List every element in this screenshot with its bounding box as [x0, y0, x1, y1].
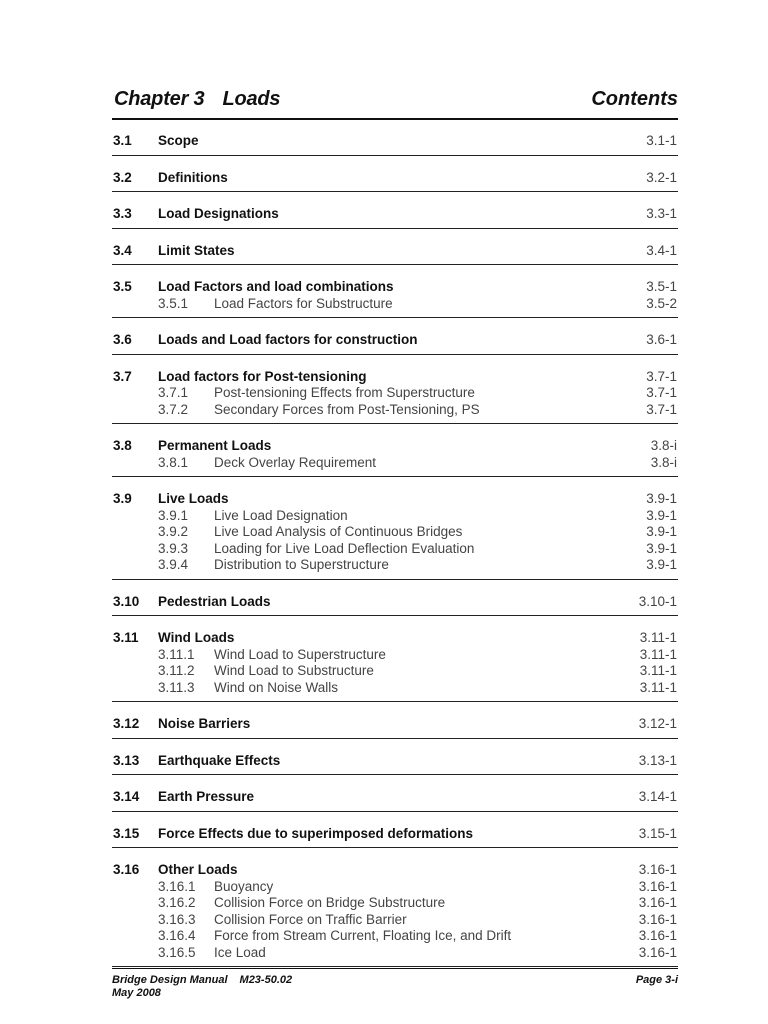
section-page: 3.3-1 — [646, 206, 677, 221]
toc-section — [112, 848, 678, 967]
chapter-title: Loads — [222, 88, 281, 110]
toc-section — [112, 355, 678, 425]
section-title: Live Loads — [158, 491, 229, 506]
subsection-number: 3.16.1 — [158, 878, 196, 894]
toc-subsection-row[interactable] — [112, 928, 678, 945]
toc-section-row[interactable] — [112, 243, 678, 260]
section-number: 3.12 — [113, 716, 140, 731]
subsection-page: 3.11-1 — [639, 663, 677, 678]
subsection-title: Load Factors for Substructure — [214, 295, 393, 311]
toc-subsection-row[interactable] — [112, 508, 678, 525]
section-title: Permanent Loads — [158, 438, 272, 453]
subsection-title: Post-tensioning Effects from Superstructure — [214, 385, 475, 400]
subsection-title: Ice Load — [214, 944, 266, 960]
section-title: Pedestrian Loads — [158, 593, 271, 609]
section-page: 3.15-1 — [638, 825, 677, 841]
toc-subsection-row[interactable] — [112, 455, 678, 472]
subsection-title: Force from Stream Current, Floating Ice, and Drift — [214, 928, 512, 943]
section-number: 3.15 — [113, 825, 140, 841]
section-number: 3.5 — [113, 279, 132, 294]
contents-label: Contents — [591, 88, 678, 110]
toc-section — [112, 739, 678, 776]
subsection-number: 3.11.3 — [158, 679, 195, 695]
section-number: 3.1 — [113, 133, 132, 148]
subsection-number: 3.11.1 — [158, 646, 195, 662]
subsection-number: 3.16.3 — [158, 911, 196, 927]
toc-section — [112, 477, 678, 580]
chapter-number: Chapter 3 — [114, 88, 205, 110]
toc-section — [112, 702, 678, 739]
subsection-page: 3.9-1 — [646, 507, 677, 523]
section-page: 3.8-i — [650, 438, 677, 453]
toc-section-row[interactable] — [112, 491, 678, 508]
subsection-number: 3.9.2 — [158, 524, 189, 539]
toc-subsection-row[interactable] — [112, 663, 678, 680]
subsection-number: 3.8.1 — [158, 454, 189, 470]
subsection-page: 3.7-1 — [646, 385, 677, 400]
subsection-number: 3.16.4 — [158, 928, 196, 943]
subsection-page: 3.9-1 — [646, 524, 677, 539]
toc-section — [112, 265, 678, 318]
toc-subsection-row[interactable] — [112, 647, 678, 664]
section-number: 3.7 — [113, 368, 132, 384]
subsection-number: 3.11.2 — [158, 663, 195, 678]
section-title: Definitions — [158, 169, 228, 185]
subsection-title: Distribution to Superstructure — [214, 557, 389, 572]
toc-subsection-row[interactable] — [112, 680, 678, 697]
subsection-page: 3.5-2 — [646, 295, 677, 311]
toc-subsection-row[interactable] — [112, 385, 678, 402]
toc-section — [112, 119, 678, 156]
subsection-page: 3.9-1 — [646, 540, 677, 556]
subsection-number: 3.7.2 — [158, 401, 189, 417]
subsection-title: Live Load Analysis of Continuous Bridges — [214, 524, 463, 539]
toc-subsection-row[interactable] — [112, 296, 678, 313]
toc-section-row[interactable] — [112, 716, 678, 733]
section-page: 3.14-1 — [638, 789, 677, 804]
toc-section — [112, 775, 678, 812]
section-page: 3.5-1 — [646, 279, 677, 294]
subsection-title: Wind Load to Superstructure — [214, 646, 386, 662]
subsection-number: 3.7.1 — [158, 385, 189, 400]
subsection-title: Wind Load to Substructure — [214, 663, 374, 678]
section-title: Force Effects due to superimposed deformations — [158, 825, 474, 841]
subsection-page: 3.16-1 — [638, 895, 677, 910]
page-footer — [112, 968, 678, 1000]
section-title: Other Loads — [158, 862, 238, 877]
section-number: 3.3 — [113, 206, 132, 221]
toc-section-row[interactable] — [112, 630, 678, 647]
section-title: Scope — [158, 133, 199, 148]
subsection-title: Buoyancy — [214, 878, 274, 894]
toc-section — [112, 424, 678, 477]
toc-section-row[interactable] — [112, 594, 678, 611]
section-page: 3.9-1 — [646, 491, 677, 506]
section-page: 3.13-1 — [638, 752, 677, 768]
toc-section-row[interactable] — [112, 206, 678, 223]
toc-section — [112, 318, 678, 355]
subsection-number: 3.16.5 — [158, 944, 196, 960]
section-title: Load Designations — [158, 206, 279, 221]
manual-name: Bridge Design Manual — [112, 974, 228, 986]
section-title: Load factors for Post-tensioning — [158, 368, 367, 384]
subsection-title: Collision Force on Bridge Substructure — [214, 895, 446, 910]
subsection-title: Collision Force on Traffic Barrier — [214, 911, 407, 927]
toc-section — [112, 156, 678, 193]
publication-date: May 2008 — [112, 987, 161, 999]
subsection-page: 3.9-1 — [646, 557, 677, 572]
subsection-title: Wind on Noise Walls — [214, 679, 339, 695]
section-number: 3.14 — [113, 789, 140, 804]
section-page: 3.7-1 — [646, 368, 677, 384]
section-number: 3.4 — [113, 242, 132, 258]
toc-section-row[interactable] — [112, 789, 678, 806]
section-number: 3.9 — [113, 491, 132, 506]
section-title: Earth Pressure — [158, 789, 255, 804]
toc-section-row[interactable] — [112, 279, 678, 296]
toc-subsection-row[interactable] — [112, 945, 678, 962]
section-title: Loads and Load factors for construction — [158, 332, 418, 347]
chapter-header — [112, 88, 678, 120]
section-page: 3.16-1 — [638, 862, 677, 877]
toc-section-row[interactable] — [112, 332, 678, 349]
subsection-number: 3.9.1 — [158, 507, 189, 523]
toc-subsection-row[interactable] — [112, 524, 678, 541]
toc-section-row[interactable] — [112, 369, 678, 386]
subsection-page: 3.11-1 — [639, 646, 677, 662]
toc-section — [112, 192, 678, 229]
section-number: 3.6 — [113, 332, 132, 347]
section-number: 3.8 — [113, 438, 132, 453]
toc-section — [112, 580, 678, 617]
subsection-title: Loading for Live Load Deflection Evaluation — [214, 540, 475, 556]
section-page: 3.10-1 — [638, 593, 677, 609]
section-title: Limit States — [158, 242, 235, 258]
section-number: 3.2 — [113, 169, 132, 185]
section-page: 3.2-1 — [646, 169, 677, 185]
toc-section-row[interactable] — [112, 862, 678, 879]
toc-subsection-row[interactable] — [112, 879, 678, 896]
subsection-number: 3.16.2 — [158, 895, 196, 910]
toc-section-row[interactable] — [112, 438, 678, 455]
subsection-page: 3.16-1 — [638, 928, 677, 943]
subsection-page: 3.16-1 — [638, 944, 677, 960]
section-title: Noise Barriers — [158, 716, 251, 731]
section-page: 3.1-1 — [646, 133, 677, 148]
section-number: 3.11 — [113, 630, 139, 645]
section-title: Wind Loads — [158, 630, 235, 645]
section-number: 3.13 — [113, 752, 140, 768]
table-of-contents — [112, 119, 678, 967]
chapter-heading — [114, 88, 280, 111]
section-title: Earthquake Effects — [158, 752, 281, 768]
subsection-page: 3.11-1 — [639, 679, 677, 695]
toc-subsection-row[interactable] — [112, 541, 678, 558]
section-number: 3.10 — [113, 593, 140, 609]
subsection-title: Secondary Forces from Post-Tensioning, PS — [214, 401, 480, 417]
toc-section-row[interactable] — [112, 753, 678, 770]
subsection-number: 3.9.4 — [158, 557, 189, 572]
section-number: 3.16 — [113, 862, 140, 877]
section-title: Load Factors and load combinations — [158, 279, 394, 294]
section-page: 3.4-1 — [646, 242, 677, 258]
subsection-title: Live Load Designation — [214, 507, 348, 523]
toc-section — [112, 812, 678, 849]
toc-section — [112, 229, 678, 266]
toc-section-row[interactable] — [112, 826, 678, 843]
toc-section-row[interactable] — [112, 133, 678, 150]
subsection-page: 3.16-1 — [638, 911, 677, 927]
subsection-number: 3.5.1 — [158, 295, 189, 311]
subsection-page: 3.16-1 — [638, 878, 677, 894]
toc-subsection-row[interactable] — [112, 912, 678, 929]
toc-section — [112, 616, 678, 702]
section-page: 3.6-1 — [646, 332, 677, 347]
subsection-title: Deck Overlay Requirement — [214, 454, 377, 470]
page-number: Page 3-i — [635, 974, 678, 986]
subsection-page: 3.7-1 — [646, 401, 677, 417]
section-page: 3.11-1 — [639, 630, 677, 645]
subsection-page: 3.8-i — [650, 454, 677, 470]
subsection-number: 3.9.3 — [158, 540, 189, 556]
toc-section-row[interactable] — [112, 170, 678, 187]
manual-code: M23-50.02 — [239, 974, 293, 986]
section-page: 3.12-1 — [638, 716, 677, 731]
toc-subsection-row[interactable] — [112, 895, 678, 912]
toc-subsection-row[interactable] — [112, 557, 678, 574]
toc-subsection-row[interactable] — [112, 402, 678, 419]
